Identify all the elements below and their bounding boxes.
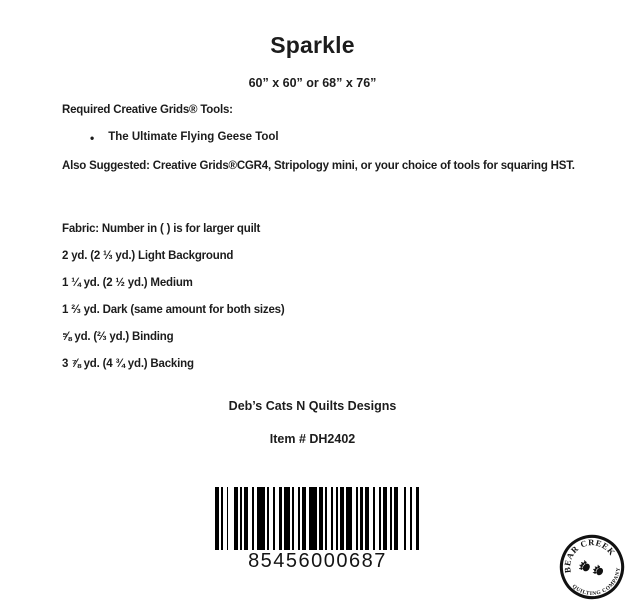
designer-name: Deb’s Cats N Quilts Designs xyxy=(228,399,397,413)
barcode-bar xyxy=(416,487,420,550)
fabric-line-backing: 3 ⅞ yd. (4 ¾ yd.) Backing xyxy=(62,358,194,370)
item-number: Item # DH2402 xyxy=(269,432,356,446)
barcode-bar xyxy=(257,487,265,550)
barcode-bar xyxy=(309,487,317,550)
bear-creek-logo xyxy=(558,533,625,601)
fabric-heading: Fabric: Number in ( ) is for larger quilt xyxy=(62,223,261,235)
fabric-line-binding: ⅝ yd. (⅔ yd.) Binding xyxy=(62,331,174,343)
tool-list-item-label: The Ultimate Flying Geese Tool xyxy=(108,131,279,143)
fabric-line-medium: 1 ¼ yd. (2 ½ yd.) Medium xyxy=(62,277,193,289)
page-title: Sparkle xyxy=(270,32,355,58)
barcode-number: 85456000687 xyxy=(248,550,387,572)
quilt-sizes: 60” x 60” or 68” x 76” xyxy=(248,76,377,90)
required-tools-heading: Required Creative Grids® Tools: xyxy=(62,104,233,116)
logo-bottom-text: QUILTING COMPANY xyxy=(570,566,622,597)
paw-print-icon xyxy=(591,564,605,578)
bullet-icon: • xyxy=(90,131,95,145)
tool-list-item xyxy=(90,131,279,145)
bear-creek-logo-stamp xyxy=(558,533,625,601)
paw-print-icon xyxy=(578,559,592,573)
fabric-line-dark: 1 ⅔ yd. Dark (same amount for both sizes) xyxy=(62,304,285,316)
logo-top-text: BEAR CREEK xyxy=(562,537,618,574)
also-suggested-text: Also Suggested: Creative Grids®CGR4, Stripology mini, or your choice of tools for squaring HST. xyxy=(62,160,575,172)
fabric-line-light-background: 2 yd. (2 ⅓ yd.) Light Background xyxy=(62,250,234,262)
barcode xyxy=(215,487,420,550)
